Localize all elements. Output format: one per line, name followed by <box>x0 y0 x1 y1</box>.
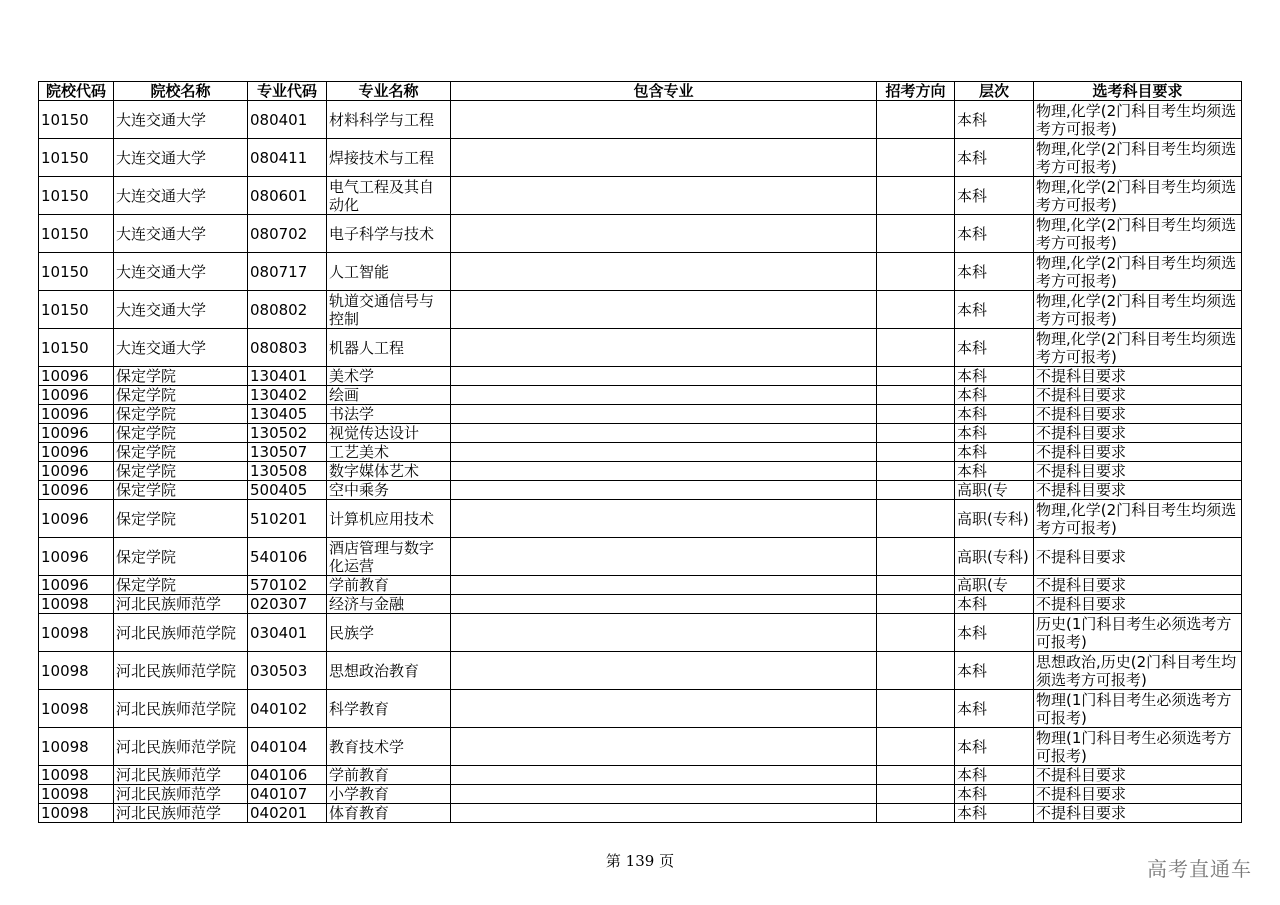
major-code-cell: 020307 <box>248 595 327 614</box>
major-name-cell: 书法学 <box>327 405 451 424</box>
major-code-cell: 570102 <box>248 576 327 595</box>
major-code-cell: 030503 <box>248 652 327 690</box>
included-cell <box>451 500 877 538</box>
school-name-cell: 大连交通大学 <box>114 139 248 177</box>
major-code-cell: 040107 <box>248 785 327 804</box>
table-row <box>39 253 1242 291</box>
school-code-cell: 10098 <box>39 595 114 614</box>
school-name-cell: 保定学院 <box>114 462 248 481</box>
included-cell <box>451 538 877 576</box>
table-header-row <box>39 82 1242 101</box>
table-body <box>39 101 1242 823</box>
level-cell: 本科 <box>955 215 1034 253</box>
major-code-cell: 040106 <box>248 766 327 785</box>
school-code-cell: 10098 <box>39 804 114 823</box>
req-cell: 物理,化学(2门科目考生均须选考方可报考) <box>1034 253 1242 291</box>
level-cell: 本科 <box>955 728 1034 766</box>
major-name-cell: 轨道交通信号与控制 <box>327 291 451 329</box>
major-name-cell: 机器人工程 <box>327 329 451 367</box>
major-name-cell: 学前教育 <box>327 766 451 785</box>
req-cell: 不提科目要求 <box>1034 766 1242 785</box>
included-cell <box>451 595 877 614</box>
school-code-cell: 10096 <box>39 367 114 386</box>
table-row <box>39 500 1242 538</box>
level-cell: 本科 <box>955 690 1034 728</box>
direction-cell <box>877 652 955 690</box>
school-code-cell: 10098 <box>39 785 114 804</box>
school-name-cell: 保定学院 <box>114 576 248 595</box>
school-code-cell: 10098 <box>39 690 114 728</box>
school-code-cell: 10098 <box>39 728 114 766</box>
direction-cell <box>877 367 955 386</box>
req-cell: 不提科目要求 <box>1034 804 1242 823</box>
direction-cell <box>877 728 955 766</box>
direction-cell <box>877 386 955 405</box>
header-major-code: 专业代码 <box>248 82 327 101</box>
major-code-cell: 080401 <box>248 101 327 139</box>
table-row <box>39 291 1242 329</box>
req-cell: 不提科目要求 <box>1034 462 1242 481</box>
watermark-logo: 高考直通车 <box>1147 857 1252 881</box>
school-code-cell: 10096 <box>39 576 114 595</box>
school-name-cell: 河北民族师范学 <box>114 766 248 785</box>
major-code-cell: 130401 <box>248 367 327 386</box>
level-cell: 本科 <box>955 443 1034 462</box>
school-name-cell: 保定学院 <box>114 386 248 405</box>
req-cell: 物理,化学(2门科目考生均须选考方可报考) <box>1034 291 1242 329</box>
included-cell <box>451 443 877 462</box>
req-cell: 物理(1门科目考生必须选考方可报考) <box>1034 690 1242 728</box>
included-cell <box>451 690 877 728</box>
school-code-cell: 10150 <box>39 101 114 139</box>
school-code-cell: 10098 <box>39 652 114 690</box>
major-name-cell: 空中乘务 <box>327 481 451 500</box>
req-cell: 历史(1门科目考生必须选考方可报考) <box>1034 614 1242 652</box>
major-code-cell: 040201 <box>248 804 327 823</box>
req-cell: 不提科目要求 <box>1034 481 1242 500</box>
table-row <box>39 443 1242 462</box>
level-cell: 本科 <box>955 139 1034 177</box>
school-code-cell: 10096 <box>39 462 114 481</box>
school-code-cell: 10096 <box>39 405 114 424</box>
table-row <box>39 576 1242 595</box>
level-cell: 本科 <box>955 101 1034 139</box>
level-cell: 本科 <box>955 614 1034 652</box>
direction-cell <box>877 424 955 443</box>
included-cell <box>451 386 877 405</box>
direction-cell <box>877 291 955 329</box>
table-row <box>39 215 1242 253</box>
school-name-cell: 河北民族师范学院 <box>114 614 248 652</box>
direction-cell <box>877 500 955 538</box>
school-name-cell: 保定学院 <box>114 367 248 386</box>
table-row <box>39 139 1242 177</box>
school-code-cell: 10150 <box>39 291 114 329</box>
included-cell <box>451 139 877 177</box>
table-row <box>39 177 1242 215</box>
header-school-name: 院校名称 <box>114 82 248 101</box>
included-cell <box>451 101 877 139</box>
school-name-cell: 河北民族师范学 <box>114 804 248 823</box>
level-cell: 本科 <box>955 766 1034 785</box>
direction-cell <box>877 576 955 595</box>
header-admission-direction: 招考方向 <box>877 82 955 101</box>
major-code-cell: 080802 <box>248 291 327 329</box>
req-cell: 不提科目要求 <box>1034 367 1242 386</box>
level-cell: 本科 <box>955 253 1034 291</box>
major-name-cell: 经济与金融 <box>327 595 451 614</box>
direction-cell <box>877 177 955 215</box>
level-cell: 本科 <box>955 804 1034 823</box>
included-cell <box>451 367 877 386</box>
major-name-cell: 绘画 <box>327 386 451 405</box>
direction-cell <box>877 329 955 367</box>
major-name-cell: 焊接技术与工程 <box>327 139 451 177</box>
included-cell <box>451 253 877 291</box>
school-name-cell: 河北民族师范学 <box>114 785 248 804</box>
admission-requirements-table <box>38 81 1242 823</box>
school-name-cell: 大连交通大学 <box>114 253 248 291</box>
major-name-cell: 民族学 <box>327 614 451 652</box>
major-name-cell: 数字媒体艺术 <box>327 462 451 481</box>
major-name-cell: 视觉传达设计 <box>327 424 451 443</box>
table-row <box>39 386 1242 405</box>
direction-cell <box>877 766 955 785</box>
table-row <box>39 614 1242 652</box>
req-cell: 不提科目要求 <box>1034 595 1242 614</box>
major-code-cell: 080717 <box>248 253 327 291</box>
level-cell: 高职(专科) <box>955 500 1034 538</box>
included-cell <box>451 405 877 424</box>
school-name-cell: 河北民族师范学院 <box>114 652 248 690</box>
header-major-name: 专业名称 <box>327 82 451 101</box>
level-cell: 本科 <box>955 367 1034 386</box>
level-cell: 本科 <box>955 177 1034 215</box>
direction-cell <box>877 690 955 728</box>
major-name-cell: 酒店管理与数字化运营 <box>327 538 451 576</box>
major-name-cell: 电气工程及其自动化 <box>327 177 451 215</box>
header-level: 层次 <box>955 82 1034 101</box>
school-code-cell: 10098 <box>39 766 114 785</box>
level-cell: 本科 <box>955 785 1034 804</box>
level-cell: 高职(专科) <box>955 538 1034 576</box>
direction-cell <box>877 785 955 804</box>
direction-cell <box>877 538 955 576</box>
direction-cell <box>877 139 955 177</box>
level-cell: 本科 <box>955 291 1034 329</box>
school-name-cell: 大连交通大学 <box>114 215 248 253</box>
major-name-cell: 思想政治教育 <box>327 652 451 690</box>
req-cell: 物理,化学(2门科目考生均须选考方可报考) <box>1034 215 1242 253</box>
table-row <box>39 595 1242 614</box>
included-cell <box>451 728 877 766</box>
school-code-cell: 10096 <box>39 424 114 443</box>
major-code-cell: 130402 <box>248 386 327 405</box>
major-code-cell: 080803 <box>248 329 327 367</box>
school-name-cell: 河北民族师范学 <box>114 595 248 614</box>
table-row <box>39 766 1242 785</box>
major-code-cell: 080702 <box>248 215 327 253</box>
major-code-cell: 540106 <box>248 538 327 576</box>
req-cell: 不提科目要求 <box>1034 538 1242 576</box>
req-cell: 物理,化学(2门科目考生均须选考方可报考) <box>1034 101 1242 139</box>
included-cell <box>451 462 877 481</box>
req-cell: 物理,化学(2门科目考生均须选考方可报考) <box>1034 500 1242 538</box>
school-name-cell: 保定学院 <box>114 443 248 462</box>
included-cell <box>451 177 877 215</box>
header-included-majors: 包含专业 <box>451 82 877 101</box>
table-row <box>39 424 1242 443</box>
major-code-cell: 040102 <box>248 690 327 728</box>
school-name-cell: 保定学院 <box>114 481 248 500</box>
req-cell: 不提科目要求 <box>1034 443 1242 462</box>
req-cell: 思想政治,历史(2门科目考生均须选考方可报考) <box>1034 652 1242 690</box>
table-row <box>39 329 1242 367</box>
table-row <box>39 481 1242 500</box>
major-code-cell: 130502 <box>248 424 327 443</box>
major-code-cell: 040104 <box>248 728 327 766</box>
direction-cell <box>877 101 955 139</box>
level-cell: 高职(专 <box>955 576 1034 595</box>
school-name-cell: 河北民族师范学院 <box>114 728 248 766</box>
direction-cell <box>877 595 955 614</box>
req-cell: 不提科目要求 <box>1034 576 1242 595</box>
school-name-cell: 大连交通大学 <box>114 177 248 215</box>
major-name-cell: 计算机应用技术 <box>327 500 451 538</box>
included-cell <box>451 215 877 253</box>
major-name-cell: 教育技术学 <box>327 728 451 766</box>
major-code-cell: 130508 <box>248 462 327 481</box>
included-cell <box>451 785 877 804</box>
header-subject-requirements: 选考科目要求 <box>1034 82 1242 101</box>
school-name-cell: 保定学院 <box>114 500 248 538</box>
header-school-code: 院校代码 <box>39 82 114 101</box>
school-name-cell: 保定学院 <box>114 538 248 576</box>
direction-cell <box>877 215 955 253</box>
table-row <box>39 728 1242 766</box>
major-name-cell: 学前教育 <box>327 576 451 595</box>
school-code-cell: 10150 <box>39 253 114 291</box>
school-name-cell: 大连交通大学 <box>114 101 248 139</box>
direction-cell <box>877 253 955 291</box>
school-code-cell: 10098 <box>39 614 114 652</box>
table-row <box>39 690 1242 728</box>
major-name-cell: 小学教育 <box>327 785 451 804</box>
table-row <box>39 367 1242 386</box>
req-cell: 物理,化学(2门科目考生均须选考方可报考) <box>1034 139 1242 177</box>
major-code-cell: 130507 <box>248 443 327 462</box>
school-name-cell: 大连交通大学 <box>114 291 248 329</box>
table-row <box>39 462 1242 481</box>
included-cell <box>451 576 877 595</box>
included-cell <box>451 481 877 500</box>
req-cell: 物理(1门科目考生必须选考方可报考) <box>1034 728 1242 766</box>
school-code-cell: 10150 <box>39 215 114 253</box>
major-name-cell: 工艺美术 <box>327 443 451 462</box>
direction-cell <box>877 481 955 500</box>
included-cell <box>451 766 877 785</box>
table-row <box>39 804 1242 823</box>
school-code-cell: 10096 <box>39 538 114 576</box>
level-cell: 本科 <box>955 462 1034 481</box>
level-cell: 高职(专 <box>955 481 1034 500</box>
school-code-cell: 10150 <box>39 329 114 367</box>
school-code-cell: 10150 <box>39 139 114 177</box>
school-code-cell: 10096 <box>39 500 114 538</box>
direction-cell <box>877 614 955 652</box>
school-code-cell: 10096 <box>39 386 114 405</box>
included-cell <box>451 652 877 690</box>
level-cell: 本科 <box>955 386 1034 405</box>
table-row <box>39 785 1242 804</box>
table-row <box>39 538 1242 576</box>
req-cell: 物理,化学(2门科目考生均须选考方可报考) <box>1034 177 1242 215</box>
level-cell: 本科 <box>955 424 1034 443</box>
level-cell: 本科 <box>955 652 1034 690</box>
direction-cell <box>877 804 955 823</box>
major-code-cell: 510201 <box>248 500 327 538</box>
included-cell <box>451 329 877 367</box>
major-name-cell: 电子科学与技术 <box>327 215 451 253</box>
direction-cell <box>877 443 955 462</box>
included-cell <box>451 614 877 652</box>
direction-cell <box>877 405 955 424</box>
school-name-cell: 保定学院 <box>114 405 248 424</box>
page-number: 第 139 页 <box>605 852 675 870</box>
req-cell: 不提科目要求 <box>1034 424 1242 443</box>
table-row <box>39 101 1242 139</box>
major-code-cell: 130405 <box>248 405 327 424</box>
direction-cell <box>877 462 955 481</box>
major-name-cell: 美术学 <box>327 367 451 386</box>
major-code-cell: 080411 <box>248 139 327 177</box>
req-cell: 物理,化学(2门科目考生均须选考方可报考) <box>1034 329 1242 367</box>
major-code-cell: 500405 <box>248 481 327 500</box>
major-name-cell: 材料科学与工程 <box>327 101 451 139</box>
included-cell <box>451 424 877 443</box>
school-name-cell: 保定学院 <box>114 424 248 443</box>
level-cell: 本科 <box>955 329 1034 367</box>
major-name-cell: 科学教育 <box>327 690 451 728</box>
req-cell: 不提科目要求 <box>1034 405 1242 424</box>
included-cell <box>451 291 877 329</box>
major-code-cell: 030401 <box>248 614 327 652</box>
major-name-cell: 体育教育 <box>327 804 451 823</box>
req-cell: 不提科目要求 <box>1034 785 1242 804</box>
level-cell: 本科 <box>955 595 1034 614</box>
major-name-cell: 人工智能 <box>327 253 451 291</box>
school-name-cell: 河北民族师范学院 <box>114 690 248 728</box>
school-name-cell: 大连交通大学 <box>114 329 248 367</box>
school-code-cell: 10150 <box>39 177 114 215</box>
level-cell: 本科 <box>955 405 1034 424</box>
table-row <box>39 652 1242 690</box>
school-code-cell: 10096 <box>39 481 114 500</box>
included-cell <box>451 804 877 823</box>
major-code-cell: 080601 <box>248 177 327 215</box>
school-code-cell: 10096 <box>39 443 114 462</box>
req-cell: 不提科目要求 <box>1034 386 1242 405</box>
table-row <box>39 405 1242 424</box>
